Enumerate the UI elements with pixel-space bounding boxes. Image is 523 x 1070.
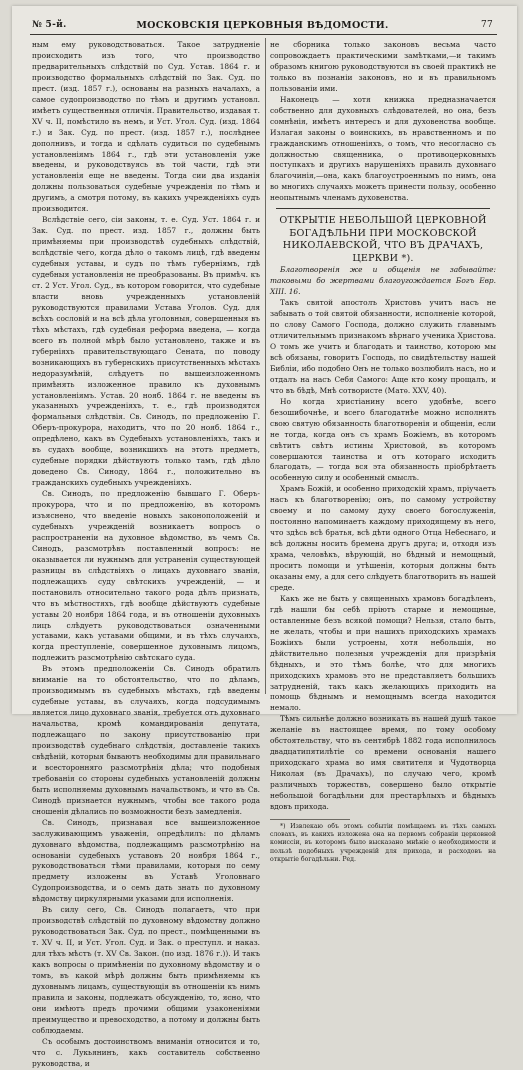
paragraph: Св. Синодъ, признавая все вышеизложенное заслуживающимъ уваженія, опредѣлилъ: по дѣламъ духовнаго вѣдомства, подлежащимъ разсмотрѣнію на основаніи судебныхъ уставовъ 20 ноября 1864 г., руководствоваться тѣми правилами, которыя по сему предмету изложены въ Уставѣ Уголовнаго Судопроизводства, и о семъ дать знать по духовному вѣдомству циркулярными указами для исполненія. <box>32 817 260 904</box>
column-divider <box>265 38 266 694</box>
header-rule <box>30 34 497 35</box>
publication-title: МОСКОВСКІЯ ЦЕРКОВНЫЯ ВѢДОМОСТИ. <box>136 20 389 31</box>
paragraph: Въ силу сего, Св. Синодъ полагаетъ, что при производствѣ слѣдствій по духовному вѣдомству должно руководствоваться Зак. Суд. по прест., помѣщенными въ т. XV ч. II, и Уст. Угол. Суд. и Зак. о преступл. и наказ. для тѣхъ мѣстъ (т. XV Св. Закон. (по изд. 1876 г.)). И такъ какъ вопросы о примѣненіи по духовному вѣдомству и о томъ, въ какой мѣрѣ должны быть примѣняемы къ духовнымъ лицамъ, существующія въ отношеніи къ нимъ правила и законы, подлежатъ обсужденію, то, ясно, что они имѣютъ предъ прочими общими узаконеніями преимущество и превосходство, а потому и должны быть соблюдаемы. <box>32 905 260 1035</box>
article-epigraph: Благотворенія же и общенія не забывайте: таковыми бо жертвами благоугождается Богъ Евр. XIII. 16. <box>270 265 496 297</box>
paragraph: Такъ святой апостолъ Христовъ учитъ насъ не забывать о той святой обязанности, исполненіе которой, по слову Самого Господа, должно служить главнымъ отличительнымъ признакомъ вѣрнаго ученика Христова. О томъ же учитъ и благодать и таинство, которою мы всѣ обязаны, говоритъ Господь, по свидѣтельству нашей Библіи, ибо подобно Онъ не только возлюбилъ насъ, но и отдалъ на насъ Себя Самого: Аще кто кому прощалъ, и что въ бѣдѣ, Мнѣ сотвористе (Матѳ. XXV, 40). <box>270 298 496 395</box>
paragraph: Наконецъ — хотя книжка предназначается собственно для духовныхъ слѣдователей, но она, безъ сомнѣнія, имѣетъ интересъ и для духовенства вообще. Излагая законы о воинскихъ, въ нравственномъ и по гражданскимъ отношеніяхъ, о томъ, что несогласно съ должностью священника, о противоцерковныхъ поступкахъ и другихъ нарушеніяхъ правилъ духовнаго благочинія,—она, какъ благоустроеннымъ по нимъ, она во многихъ случаяхъ можетъ принести пользу, особенно неопытнымъ членамъ духовенства. <box>270 94 496 203</box>
paragraph: Вслѣдствіе сего, сіи законы, т. е. Суд. Уст. 1864 г. и Зак. Суд. по прест. изд. 1857 г., должны быть примѣняемы при производствѣ судебныхъ слѣдствій, вслѣдствіе чего, когда дѣло о такомъ лицѣ, гдѣ введены судебныя уставы, и судъ по тѣмъ губерніямъ, гдѣ судебныя установленія не преобразованы. Въ примѣч. къ ст. 2 Уст. Угол. Суд., въ котором говорится, что судебные власти вновь учрежденныхъ установленій руководствуются правилами Устава Уголов. Суд. для всѣхъ сословій и на всѣ дѣла уголовныя, совершенныя въ тѣхъ мѣстахъ, гдѣ судебная реформа введена, — когда всего въ полной мѣрѣ было установлено, также и въ губерніяхъ правительствующаго Сената, по поводу возникающихъ въ губернскихъ присутственныхъ мѣстахъ недоразумѣній, слѣдуетъ по вышеизложенномъ примѣнять изложенное правило къ духовнымъ установленіямъ. Устав. 20 нояб. 1864 г. не введены въ указанныхъ учрежденіяхъ, т. е., гдѣ производятся формальныя слѣдствія. Св. Синодъ, по предложенію Г. Оберъ-прокурора, находитъ, что по 20 нояб. 1864 г., опредѣлено, какъ въ Судебныхъ установленіяхъ, такъ и въ судахъ вообще, возникшихъ на этотъ предметъ, судебные порядки дѣйствуютъ только тамъ, гдѣ дѣло доведено Св. Синоду, 1864 г., положительно въ гражданскихъ судебныхъ учрежденіяхъ. <box>32 215 260 488</box>
article-separator <box>276 208 490 209</box>
right-column <box>270 40 496 863</box>
paragraph: Тѣмъ сильнѣе должно возникать въ нашей душѣ такое желаніе въ настоящее время, по тому особому обстоятельству, что въ сентябрѣ 1882 года исполнилось двадцатипятилѣтіе со времени основанія нашего приходскаго храма во имя святителя и Чудотворца Николая (въ Драчахъ), по случаю чего, кромѣ различныхъ торжествъ, совершено было открытіе небольшой богадѣльни для престарѣлыхъ и бѣдныхъ вдовъ прихода. <box>270 714 496 811</box>
newspaper-page <box>12 6 517 1068</box>
paragraph: Въ этомъ предположеніи Св. Синодъ обратилъ вниманіе на то обстоятельство, что по дѣламъ, производимымъ въ судебныхъ мѣстахъ, гдѣ введены судебные уставы, въ случаяхъ, когда подсудимымъ является лицо духовнаго званія, требуется отъ духовнаго начальства, кромѣ командированія депутата, подлежащаго по закону присутствованію при производствѣ судебнаго слѣдствія, доставленіе такихъ свѣдѣній, которыя бываютъ необходимы для правильнаго и всесторонняго разсмотрѣнія дѣла; что подобныя требованія со стороны судебныхъ установленій должны быть исполняемы духовнымъ начальствомъ, и что въ Св. Синодѣ признается нужнымъ, чтобы все такого рода сношенія дѣлались по возможности безъ замедленія. <box>32 664 260 816</box>
footnote-rule <box>270 819 350 820</box>
paragraph: ным ему руководствоваться. Такое затрудненіе происходитъ изъ того, что производство предварительныхъ слѣдствій по Суд. Устав. 1864 г. и производство формальныхъ слѣдствій по Зак. Суд. по прест. (изд. 1857 г.), основаны на разныхъ началахъ, а самое судопроизводство по тѣмъ и другимъ установл. имѣетъ существенныя отличія. Правительство, издавая т. XV ч. II, помѣстило въ немъ, и Уст. Угол. Суд. (изд. 1864 г.) и Зак. Суд. по прест. (изд. 1857 г.), послѣднее дополнивъ, и тогда и сдѣлать судиться по судебнымъ установленіямъ 1864 г., гдѣ эти установленія уже введены, и руководствуясь въ той части, гдѣ эти установленія еще не введены. Тогда сии два изданія должны пользоваться судебные учрежденія по тѣмъ и другимъ, а смотря потому, въ какихъ учрежденіяхъ судъ производится. <box>32 40 260 214</box>
article-title: ОТКРЫТІЕ НЕБОЛЬШОЙ ЦЕРКОВНОЙ БОГАДѢЛЬНИ ПРИ МОСКОВСКОЙ НИКОЛАЕВСКОЙ, ЧТО ВЪ ДРАЧАХЪ, ЦЕРКВИ *). <box>279 215 487 264</box>
footnote: *) Извлекаю объ этомъ событіи помѣщаемъ въ тѣхъ самыхъ словахъ, въ какихъ изложена она на первомъ собраніи церковной комиссіи, въ которомъ было высказано мнѣніе о необходимости и пользѣ подобныхъ учрежденій для прихода, и расходовъ на открытіе богадѣльни. Ред. <box>270 822 496 863</box>
page-number: 77 <box>480 20 493 30</box>
paragraph: Съ особымъ достоинствомъ вниманія относится и то, что с. Лукьянинъ, какъ составитель собственно руководства, и <box>32 1036 260 1068</box>
paragraph: Какъ же не быть у священныхъ храмовъ богадѣленъ, гдѣ нашли бы себѣ пріютъ старые и немощные, оставленные безъ всякой помощи? Нельзя, стало быть, не желать, чтобы и при нашихъ приходскихъ храмахъ Божіихъ были устроены, хотя небольшія, но дѣйствительно полезныя учрежденія для призрѣнія бѣдныхъ, и это тѣмъ болѣе, что для многихъ приходскихъ храмовъ это не представляетъ большихъ затрудненій, такъ какъ желающихъ приходить на помощь бѣднымъ и немощнымъ всегда находится немало. <box>270 593 496 713</box>
paragraph: Св. Синодъ, по предложенію бывшаго Г. Оберъ-прокурора, что и по предложенію, въ которомъ изъяснено, что введеніе новыхъ законоположеній и судебныхъ учрежденій возникаетъ вопросъ о распространеніи на духовное вѣдомство, въ чемъ Св. Синодъ, разсмотрѣвъ поставленный вопросъ: не оказывается ли нужнымъ для устраненія существующей разницы въ слѣдствіяхъ о лицахъ духовнаго званія, подлежащихъ суду свѣтскихъ учрежденій, — и постановилъ относительно такого рода дѣлъ признать, что въ мѣстностяхъ, гдѣ вообще дѣйствуютъ судебные уставы 20 ноября 1864 года, и въ отношеніи духовныхъ лицъ слѣдуетъ руководствоваться означенными уставами, какъ уставами общими, и въ тѣхъ случаяхъ, когда преступленіе, совершенное духовнымъ лицомъ, подлежитъ разсмотрѣнію свѣтскаго суда. <box>32 489 260 663</box>
paragraph: Но когда христіанину всего удобнѣе, всего безошибочнѣе, и всего благодатнѣе можно исполнять свою святую обязанность благотворенія и общенія, если не тогда, когда онъ съ храмъ Божіемъ, въ которомъ свѣтитъ свѣтъ истины Христовой, въ которомъ совершаются таинства и отъ котораго исходитъ благодать, — тогда вся эта обязанность пріобрѣтаетъ особенную силу и особенный смыслъ. <box>270 396 496 483</box>
paragraph: не сборника только законовъ весьма часто сопровождаетъ практическими замѣтками,—и такимъ образомъ книгою руководствуются въ своей практикѣ не только въ познаніи законовъ, но и въ правильномъ пользованіи ими. <box>270 40 496 93</box>
page-header <box>32 18 493 34</box>
left-column <box>32 40 260 1068</box>
issue-number: № 5-й. <box>32 20 67 30</box>
paragraph: Храмъ Божій, и особенно приходскій храмъ, пріучаетъ насъ къ благотворенію; онъ, по самому устройству своему и по самому духу своего богослуженія, постоянно напоминаетъ каждому приходящему въ него, что здѣсь всѣ братья, всѣ дѣти одного Отца Небеснаго, и всѣ должны носить бремена другъ друга; и, отходя изъ храма, человѣкъ, вѣрующій, но бѣдный и немощный, проситъ помощи и утѣшенія, которыя должны быть оказаны ему, а для сего слѣдуетъ благотворить въ нашей среде. <box>270 484 496 592</box>
